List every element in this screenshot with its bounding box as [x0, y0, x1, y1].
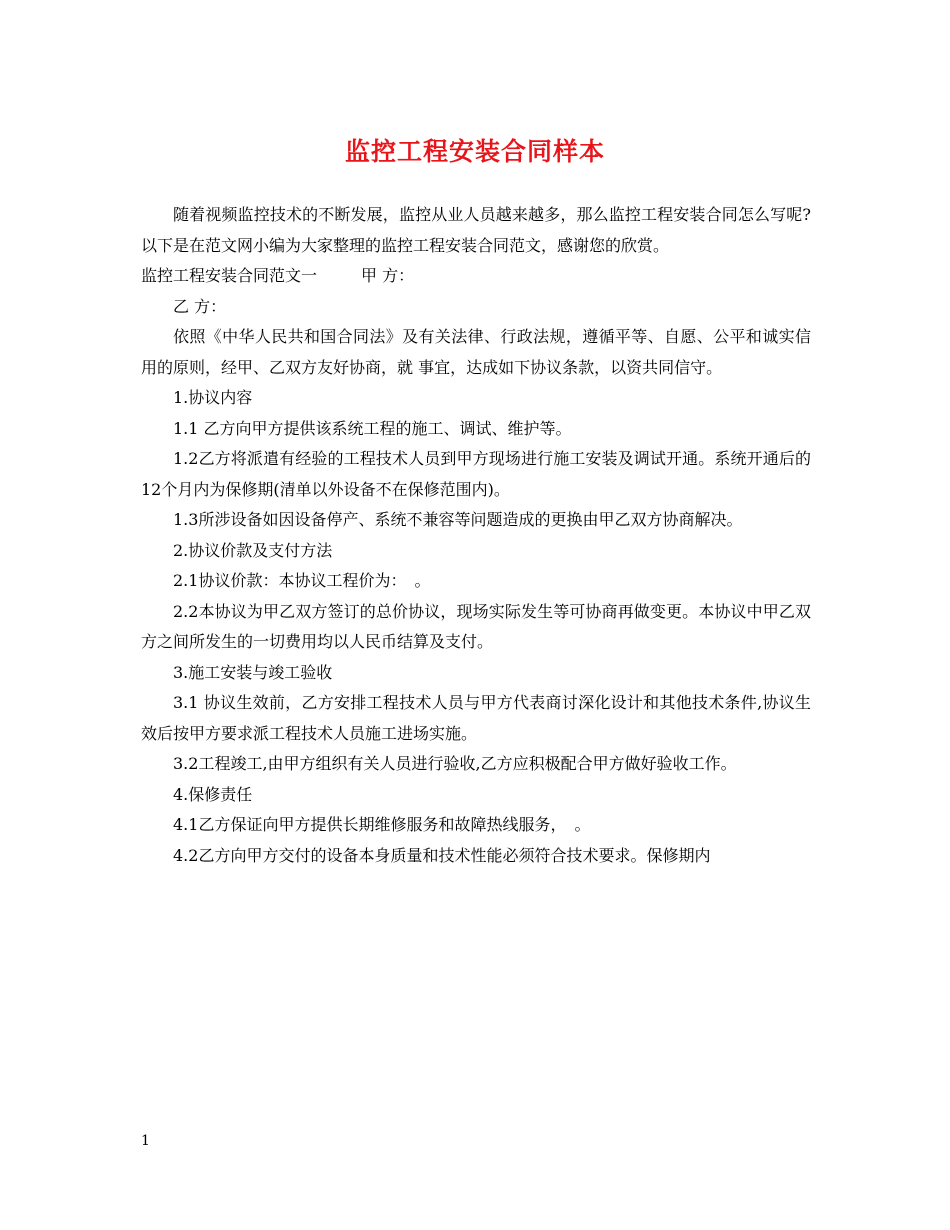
document-body	[141, 200, 811, 871]
intro-paragraph: 随着视频监控技术的不断发展，监控从业人员越来越多，那么监控工程安装合同怎么写呢?以下是在范文网小编为大家整理的监控工程安装合同范文，感谢您的欣赏。	[141, 205, 811, 255]
clause-3-2: 3.2工程竣工,由甲方组织有关人员进行验收,乙方应积极配合甲方做好验收工作。	[173, 754, 737, 773]
section-4-heading: 4.保修责任	[173, 784, 253, 804]
section-2-heading: 2.协议价款及支付方法	[173, 540, 333, 560]
section-1-heading: 1.协议内容	[173, 388, 253, 407]
sample-heading: 监控工程安装合同范文一	[141, 266, 318, 285]
clause-1-3: 1.3所涉设备如因设备停产、系统不兼容等问题造成的更换由甲乙双方协商解决。	[173, 510, 743, 529]
party-a-label: 甲 方：	[361, 266, 415, 285]
document-title: 监控工程安装合同样本	[344, 137, 605, 166]
clause-2-2: 2.2本协议为甲乙双方签订的总价协议，现场实际发生等可协商再做变更。本协议中甲乙双方之间所发生的一切费用均以人民币结算及支付。	[141, 601, 811, 651]
page-number: 1	[141, 1133, 150, 1149]
clause-4-2: 4.2乙方向甲方交付的设备本身质量和技术性能必须符合技术要求。保修期内	[173, 845, 711, 865]
preamble-paragraph: 依照《中华人民共和国合同法》及有关法律、行政法规，遵循平等、自愿、公平和诚实信用的原则，经甲、乙双方友好协商，就 事宜，达成如下协议条款，以资共同信守。	[141, 327, 811, 377]
clause-1-1: 1.1 乙方向甲方提供该系统工程的施工、调试、维护等。	[173, 418, 572, 438]
sample-heading-line	[141, 261, 811, 292]
section-3-heading: 3.施工安装与竣工验收	[173, 662, 333, 682]
clause-4-1: 4.1乙方保证向甲方提供长期维修服务和故障热线服务， 。	[173, 815, 591, 834]
clause-2-1: 2.1协议价款：本协议工程价为： 。	[173, 571, 431, 590]
clause-3-1: 3.1 协议生效前，乙方安排工程技术人员与甲方代表商讨深化设计和其他技术条件,协议生效后按甲方要求派工程技术人员施工进场实施。	[141, 693, 811, 743]
clause-1-2: 1.2乙方将派遣有经验的工程技术人员到甲方现场进行施工安装及调试开通。系统开通后的12个月内为保修期(清单以外设备不在保修范围内)。	[141, 449, 811, 499]
party-b-label: 乙 方：	[173, 296, 227, 316]
